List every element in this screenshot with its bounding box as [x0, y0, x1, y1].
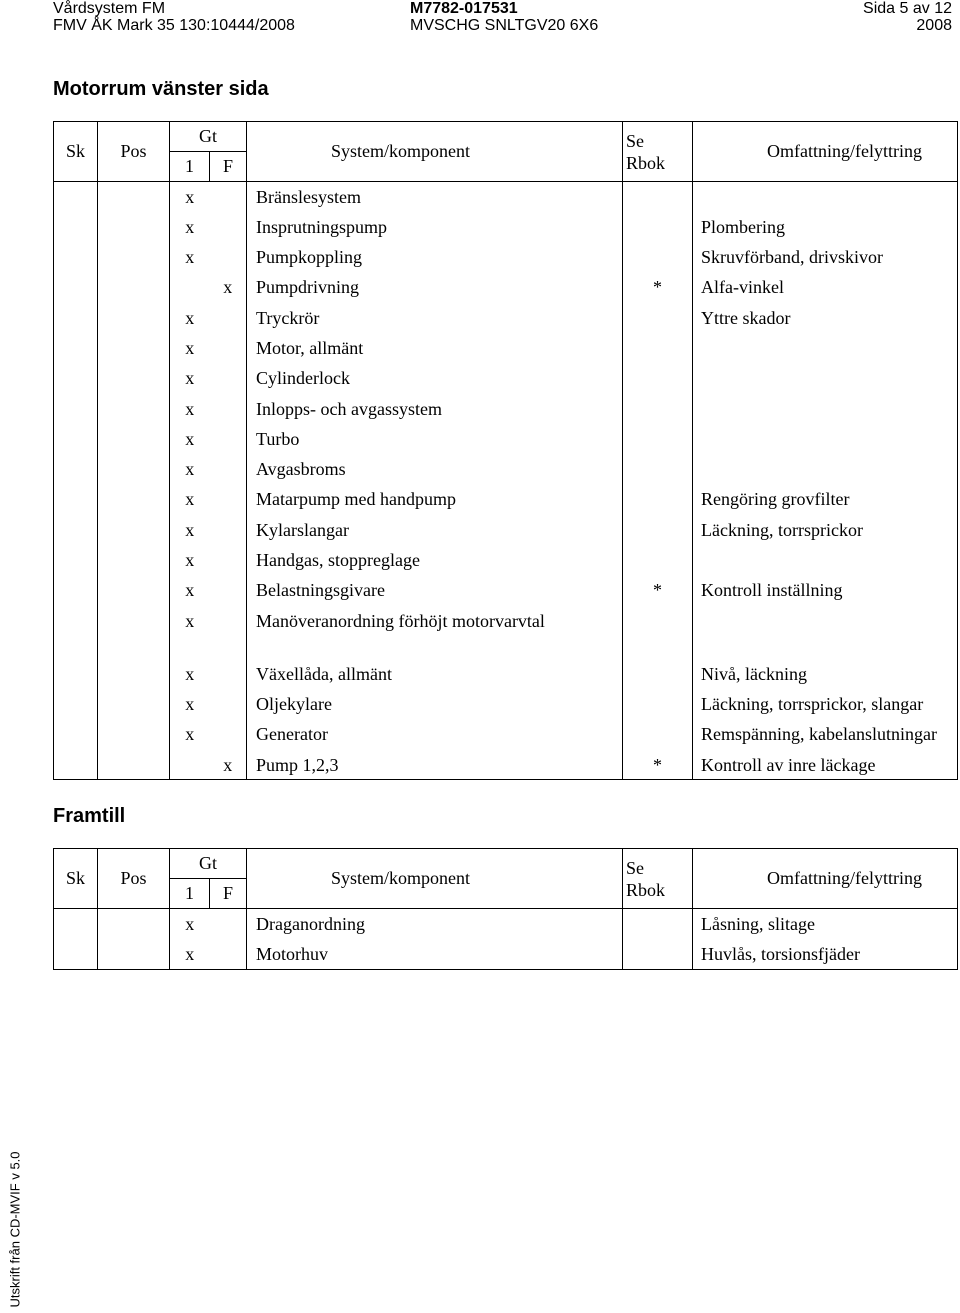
column-header-rbok: Rbok: [626, 879, 666, 900]
header-vehicle-model: MVSCHG SNLTGV20 6X6: [410, 17, 599, 34]
cell-gt-f: [210, 689, 247, 719]
section-title-motorrum: Motorrum vänster sida: [53, 78, 269, 100]
cell-gt-f: [210, 242, 247, 272]
cell-omfattning: Läckning, torrsprickor, slangar: [693, 689, 958, 719]
cell-system-component: Pumpkoppling: [247, 242, 623, 272]
cell-gt-f: [210, 454, 247, 484]
cell-se-rbok: [623, 515, 693, 545]
table-row: [54, 484, 958, 514]
cell-pos: [98, 242, 170, 272]
cell-omfattning: [693, 333, 958, 363]
cell-pos: [98, 750, 170, 780]
table-row: [54, 545, 958, 575]
cell-gt-f: [210, 939, 247, 969]
table-row: [54, 689, 958, 719]
cell-system-component: Tryckrör: [247, 303, 623, 333]
cell-system-component: Insprutningspump: [247, 212, 623, 242]
cell-sk: [54, 303, 98, 333]
cell-sk: [54, 242, 98, 272]
cell-pos: [98, 484, 170, 514]
cell-se-rbok: [623, 333, 693, 363]
header-page-number: Sida 5 av 12: [863, 0, 952, 17]
print-source-label: [0, 1140, 23, 1310]
cell-sk: [54, 333, 98, 363]
cell-gt-1: x: [170, 333, 210, 363]
cell-sk: [54, 424, 98, 454]
cell-system-component: Turbo: [247, 424, 623, 454]
cell-system-component: Kylarslangar: [247, 515, 623, 545]
column-header-sk: Sk: [54, 849, 98, 909]
cell-se-rbok: [623, 394, 693, 424]
cell-gt-f: [210, 659, 247, 689]
column-header-se-rbok: [623, 849, 693, 909]
cell-gt-f: [210, 719, 247, 749]
cell-omfattning: Låsning, slitage: [693, 909, 958, 939]
column-header-gt: Gt: [170, 122, 247, 152]
cell-se-rbok: [623, 659, 693, 689]
table-row: [54, 333, 958, 363]
cell-sk: [54, 606, 98, 659]
column-header-pos: Pos: [98, 849, 170, 909]
cell-gt-1: x: [170, 515, 210, 545]
cell-pos: [98, 909, 170, 939]
cell-sk: [54, 750, 98, 780]
cell-gt-1: x: [170, 363, 210, 393]
column-header-se: Se: [626, 130, 644, 151]
table-row: [54, 212, 958, 242]
cell-gt-1: x: [170, 424, 210, 454]
cell-pos: [98, 333, 170, 363]
cell-gt-f: [210, 363, 247, 393]
cell-sk: [54, 575, 98, 605]
cell-omfattning: [693, 363, 958, 393]
cell-system-component: Bränslesystem: [247, 182, 623, 212]
cell-gt-1: x: [170, 606, 210, 659]
table-row: [54, 242, 958, 272]
cell-gt-f: x: [210, 750, 247, 780]
cell-pos: [98, 272, 170, 302]
cell-pos: [98, 575, 170, 605]
column-header-omfattning: Omfattning/felyttring: [693, 849, 958, 909]
table-row: [54, 606, 958, 659]
table-row: [54, 909, 958, 939]
table-row: [54, 939, 958, 969]
cell-omfattning: Nivå, läckning: [693, 659, 958, 689]
cell-system-component: Växellåda, allmänt: [247, 659, 623, 689]
inspection-table-motorrum: [53, 121, 958, 780]
cell-omfattning: Kontroll av inre läckage: [693, 750, 958, 780]
column-header-sk: Sk: [54, 122, 98, 182]
cell-pos: [98, 212, 170, 242]
inspection-table-framtill: [53, 848, 958, 970]
cell-se-rbok: [623, 303, 693, 333]
print-source-text: Utskrift från CD-MVIF v 5.0: [7, 1151, 23, 1308]
cell-omfattning: [693, 394, 958, 424]
cell-pos: [98, 394, 170, 424]
cell-gt-1: x: [170, 939, 210, 969]
column-header-gt-f: F: [210, 152, 247, 182]
cell-system-component: Generator: [247, 719, 623, 749]
cell-se-rbok: [623, 363, 693, 393]
cell-gt-f: [210, 212, 247, 242]
table-row: [54, 182, 958, 212]
table-row: [54, 303, 958, 333]
cell-system-component: Pump 1,2,3: [247, 750, 623, 780]
cell-se-rbok: [623, 182, 693, 212]
cell-gt-f: [210, 484, 247, 514]
cell-omfattning: Plombering: [693, 212, 958, 242]
cell-sk: [54, 719, 98, 749]
table-row: [54, 272, 958, 302]
cell-gt-f: [210, 515, 247, 545]
cell-sk: [54, 939, 98, 969]
cell-omfattning: [693, 454, 958, 484]
cell-pos: [98, 424, 170, 454]
cell-gt-f: [210, 303, 247, 333]
table-row: [54, 659, 958, 689]
table-row: [54, 750, 958, 780]
cell-omfattning: [693, 606, 958, 659]
cell-sk: [54, 272, 98, 302]
cell-se-rbok: [623, 719, 693, 749]
cell-se-rbok: [623, 424, 693, 454]
cell-se-rbok: *: [623, 750, 693, 780]
cell-gt-1: [170, 750, 210, 780]
section-title-framtill: Framtill: [53, 805, 126, 827]
cell-gt-1: x: [170, 182, 210, 212]
cell-sk: [54, 545, 98, 575]
cell-se-rbok: [623, 939, 693, 969]
column-header-system: System/komponent: [247, 849, 623, 909]
header-system-name: Vårdsystem FM: [53, 0, 166, 17]
cell-omfattning: Remspänning, kabelanslutningar: [693, 719, 958, 749]
header-document-number: M7782-017531: [410, 0, 518, 17]
cell-sk: [54, 182, 98, 212]
cell-sk: [54, 659, 98, 689]
table-row: [54, 363, 958, 393]
cell-gt-1: x: [170, 545, 210, 575]
cell-gt-f: [210, 909, 247, 939]
cell-omfattning: Läckning, torrsprickor: [693, 515, 958, 545]
cell-sk: [54, 394, 98, 424]
cell-gt-1: x: [170, 242, 210, 272]
cell-se-rbok: [623, 545, 693, 575]
cell-omfattning: [693, 182, 958, 212]
cell-pos: [98, 182, 170, 212]
cell-omfattning: Rengöring grovfilter: [693, 484, 958, 514]
cell-gt-f: [210, 606, 247, 659]
cell-sk: [54, 212, 98, 242]
header-year: 2008: [916, 17, 952, 34]
cell-omfattning: Huvlås, torsionsfjäder: [693, 939, 958, 969]
cell-se-rbok: [623, 484, 693, 514]
cell-system-component: Avgasbroms: [247, 454, 623, 484]
cell-system-component: Motor, allmänt: [247, 333, 623, 363]
column-header-pos: Pos: [98, 122, 170, 182]
cell-pos: [98, 363, 170, 393]
column-header-omfattning: Omfattning/felyttring: [693, 122, 958, 182]
cell-pos: [98, 545, 170, 575]
cell-gt-1: x: [170, 484, 210, 514]
cell-pos: [98, 689, 170, 719]
cell-system-component: Motorhuv: [247, 939, 623, 969]
cell-se-rbok: [623, 454, 693, 484]
cell-sk: [54, 454, 98, 484]
cell-gt-1: x: [170, 212, 210, 242]
cell-omfattning: Yttre skador: [693, 303, 958, 333]
table-row: [54, 424, 958, 454]
cell-pos: [98, 719, 170, 749]
cell-system-component: Belastningsgivare: [247, 575, 623, 605]
cell-pos: [98, 606, 170, 659]
column-header-se: Se: [626, 857, 644, 878]
cell-gt-1: x: [170, 659, 210, 689]
cell-system-component: Draganordning: [247, 909, 623, 939]
cell-gt-f: [210, 424, 247, 454]
cell-se-rbok: [623, 909, 693, 939]
cell-se-rbok: [623, 689, 693, 719]
cell-se-rbok: [623, 606, 693, 659]
cell-se-rbok: [623, 212, 693, 242]
cell-sk: [54, 689, 98, 719]
cell-omfattning: Skruvförband, drivskivor: [693, 242, 958, 272]
cell-gt-f: [210, 333, 247, 363]
cell-gt-1: x: [170, 303, 210, 333]
column-header-rbok: Rbok: [626, 152, 666, 173]
cell-gt-1: x: [170, 454, 210, 484]
column-header-gt-1: 1: [170, 879, 210, 909]
cell-sk: [54, 515, 98, 545]
column-header-gt-f: F: [210, 879, 247, 909]
cell-gt-1: [170, 272, 210, 302]
cell-gt-f: [210, 394, 247, 424]
cell-system-component: Cylinderlock: [247, 363, 623, 393]
cell-se-rbok: *: [623, 272, 693, 302]
cell-omfattning: [693, 545, 958, 575]
cell-se-rbok: *: [623, 575, 693, 605]
cell-system-component: Oljekylare: [247, 689, 623, 719]
column-header-se-rbok: [623, 122, 693, 182]
cell-gt-f: x: [210, 272, 247, 302]
cell-gt-1: x: [170, 394, 210, 424]
cell-gt-f: [210, 575, 247, 605]
column-header-gt: Gt: [170, 849, 247, 879]
cell-sk: [54, 484, 98, 514]
table-row: [54, 575, 958, 605]
cell-se-rbok: [623, 242, 693, 272]
cell-sk: [54, 363, 98, 393]
cell-pos: [98, 659, 170, 689]
cell-gt-f: [210, 545, 247, 575]
table-row: [54, 394, 958, 424]
header-reference: FMV ÅK Mark 35 130:10444/2008: [53, 17, 295, 34]
cell-system-component: Pumpdrivning: [247, 272, 623, 302]
cell-pos: [98, 454, 170, 484]
cell-gt-f: [210, 182, 247, 212]
cell-pos: [98, 303, 170, 333]
cell-sk: [54, 909, 98, 939]
cell-omfattning: Alfa-vinkel: [693, 272, 958, 302]
cell-system-component: Handgas, stoppreglage: [247, 545, 623, 575]
cell-gt-1: x: [170, 909, 210, 939]
cell-system-component: Manöveranordning förhöjt motorvarvtal: [247, 606, 623, 659]
cell-omfattning: Kontroll inställning: [693, 575, 958, 605]
column-header-gt-1: 1: [170, 152, 210, 182]
table-row: [54, 719, 958, 749]
column-header-system: System/komponent: [247, 122, 623, 182]
cell-gt-1: x: [170, 575, 210, 605]
table-row: [54, 454, 958, 484]
cell-system-component: Matarpump med handpump: [247, 484, 623, 514]
cell-pos: [98, 939, 170, 969]
cell-pos: [98, 515, 170, 545]
cell-system-component: Inlopps- och avgassystem: [247, 394, 623, 424]
cell-omfattning: [693, 424, 958, 454]
table-row: [54, 515, 958, 545]
cell-gt-1: x: [170, 719, 210, 749]
cell-gt-1: x: [170, 689, 210, 719]
